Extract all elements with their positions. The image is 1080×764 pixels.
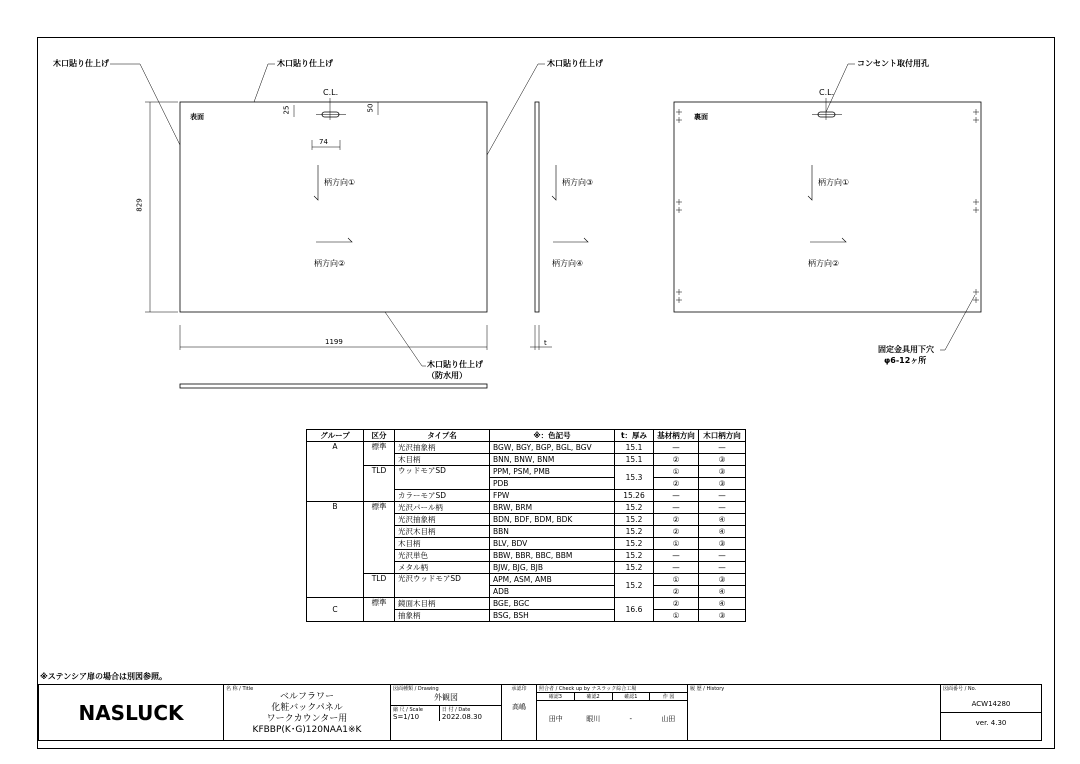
number-cell: [941, 685, 1042, 741]
kubun-a-std: 標準: [364, 442, 395, 466]
color-cell: BBN: [490, 526, 615, 538]
base-grain-cell: ②: [654, 478, 699, 490]
title-cell: [224, 685, 391, 741]
type-cell: 光沢抽象柄: [395, 514, 490, 526]
label-fix-hole-sub: φ6-12ヶ所: [884, 356, 927, 365]
label-grain1-back: 柄方向①: [818, 178, 850, 187]
color-cell: BDN, BDF, BDM, BDK: [490, 514, 615, 526]
type-cell: メタル柄: [395, 562, 490, 574]
date-cell: [440, 706, 501, 721]
edge-grain-cell: —: [699, 550, 746, 562]
thickness-cell: 15.2: [615, 514, 654, 526]
title-line4: KFBBP(K･G)120NAA1※K: [252, 725, 362, 735]
spec-table: [306, 429, 746, 622]
color-cell: BJW, BJG, BJB: [490, 562, 615, 574]
base-grain-cell: —: [654, 442, 699, 454]
label-koguchi-2: 木口貼り仕上げ: [277, 59, 333, 68]
label-grain2-back: 柄方向②: [808, 259, 840, 268]
color-cell: BGW, BGY, BGP, BGL, BGV: [490, 442, 615, 454]
thickness-cell: 15.2: [615, 574, 654, 598]
design-label: 承認印: [511, 686, 527, 692]
group-b: B: [307, 502, 364, 598]
thickness-cell: 15.2: [615, 562, 654, 574]
check-sub2: 確認2: [575, 693, 613, 700]
base-grain-cell: ②: [654, 526, 699, 538]
label-dim-1199: 1199: [325, 338, 343, 346]
title-line3: ワークカウンター用: [266, 714, 348, 724]
leader-koguchi-1: [110, 64, 180, 145]
check-name3: -: [629, 715, 633, 723]
design-name: 高嶋: [512, 703, 526, 711]
base-grain-cell: ②: [654, 586, 699, 598]
design-cell: [502, 685, 537, 741]
label-dim-74: 74: [319, 138, 328, 146]
table-row: [307, 442, 746, 454]
base-grain-cell: ②: [654, 514, 699, 526]
version: ver. 4.30: [975, 719, 1007, 727]
grain2-arrow-front: [316, 238, 352, 242]
kubun-b-std: 標準: [364, 502, 395, 574]
label-grain2-front: 柄方向②: [314, 259, 346, 268]
type-cell: 光沢単色: [395, 550, 490, 562]
edge-grain-cell: ③: [699, 466, 746, 478]
back-panel: [674, 102, 981, 312]
spec-header-row: [307, 430, 746, 442]
grain1-arrow-back: [808, 165, 812, 200]
color-cell: BSG, BSH: [490, 610, 615, 622]
kubun-c-std: 標準: [364, 598, 395, 622]
date-label: 日 付 / Date: [441, 707, 471, 713]
color-cell: ADB: [490, 586, 615, 598]
thickness-cell: 16.6: [615, 598, 654, 622]
drawing-number: ACW14280: [941, 700, 1041, 713]
drawing-label: 図面種類 / Drawing: [393, 686, 439, 692]
thickness-cell: 15.2: [615, 550, 654, 562]
label-cl-back: C.L.: [819, 88, 835, 97]
label-front: 表面: [190, 113, 204, 121]
color-cell: APM, ASM, AMB: [490, 574, 615, 586]
edge-grain-cell: ④: [699, 526, 746, 538]
header-thickness: t：厚み: [615, 430, 654, 442]
color-cell: FPW: [490, 490, 615, 502]
edge-grain-cell: ④: [699, 514, 746, 526]
edge-grain-cell: —: [699, 562, 746, 574]
type-cell: 木目柄: [395, 454, 490, 466]
color-cell: PDB: [490, 478, 615, 490]
label-dim-829: 829: [135, 198, 144, 212]
label-dim-t: t: [544, 339, 547, 347]
label-cl-front: C.L.: [323, 88, 339, 97]
kubun-b-tld: TLD: [364, 574, 395, 598]
thickness-cell: 15.1: [615, 454, 654, 466]
table-row: [307, 502, 746, 514]
edge-grain-cell: ③: [699, 538, 746, 550]
drawing-type: 外観図: [391, 692, 501, 706]
thickness-cell: 15.2: [615, 526, 654, 538]
header-color: ※：色記号: [490, 430, 615, 442]
label-grain4-side: 柄方向④: [552, 259, 584, 268]
base-grain-cell: ①: [654, 574, 699, 586]
header-kubun: 区分: [364, 430, 395, 442]
label-koguchi-3: 木口貼り仕上げ: [547, 59, 603, 68]
check-cell: [537, 685, 688, 741]
check-sub4: 作 図: [662, 694, 675, 700]
edge-grain-cell: ③: [699, 454, 746, 466]
edge-grain-cell: ④: [699, 586, 746, 598]
check-name2: 眼川: [586, 715, 601, 723]
color-cell: PPM, PSM, PMB: [490, 466, 615, 478]
grain3-arrow-side: [552, 165, 556, 200]
label-fix-hole: 固定金具用下穴: [878, 345, 934, 354]
table-row: [307, 598, 746, 610]
type-cell: ウッドモアSD: [395, 466, 490, 490]
history-cell: [688, 685, 941, 741]
table-row: [307, 574, 746, 586]
edge-grain-cell: ③: [699, 610, 746, 622]
check-name1: 田中: [548, 715, 563, 723]
color-cell: BRW, BRM: [490, 502, 615, 514]
type-cell: カラーモアSD: [395, 490, 490, 502]
header-type: タイプ名: [395, 430, 490, 442]
edge-grain-cell: —: [699, 442, 746, 454]
base-grain-cell: ②: [654, 454, 699, 466]
group-a: A: [307, 442, 364, 502]
base-grain-cell: —: [654, 562, 699, 574]
thickness-cell: 15.26: [615, 490, 654, 502]
color-cell: BNN, BNW, BNM: [490, 454, 615, 466]
label-koguchi-bottom: 木口貼り仕上げ: [427, 360, 483, 369]
label-back: 裏面: [694, 113, 708, 121]
edge-grain-cell: ④: [699, 598, 746, 610]
check-sub1: 確認3: [537, 693, 575, 700]
label-grain1-front: 柄方向①: [324, 178, 356, 187]
title-line1: ベルフラワー: [279, 692, 334, 702]
thickness-cell: 15.1: [615, 442, 654, 454]
bottom-edge-view: [180, 384, 487, 388]
table-row: [307, 466, 746, 478]
grain4-arrow-side: [553, 238, 588, 242]
edge-grain-cell: ③: [699, 574, 746, 586]
scale-label: 縮 尺 / Scale: [393, 707, 423, 713]
type-cell: 木目柄: [395, 538, 490, 550]
type-cell: 光沢パール柄: [395, 502, 490, 514]
edge-grain-cell: —: [699, 490, 746, 502]
edge-grain-cell: —: [699, 502, 746, 514]
title-label: 名 称 / Title: [226, 686, 254, 692]
edge-grain-cell: ③: [699, 478, 746, 490]
base-grain-cell: —: [654, 490, 699, 502]
type-cell: 光沢抽象柄: [395, 442, 490, 454]
header-edge-grain: 木口柄方向: [699, 430, 746, 442]
kubun-a-tld: TLD: [364, 466, 395, 502]
label-grain3-side: 柄方向③: [562, 178, 594, 187]
label-consent: コンセント取付用孔: [857, 59, 929, 68]
check-name4: 山田: [661, 715, 676, 723]
type-cell: 光沢ウッドモアSD: [395, 574, 490, 598]
leader-koguchi-bottom: [385, 312, 426, 366]
title-line2: 化粧バックパネル: [271, 703, 343, 713]
grain2-arrow-back: [810, 238, 846, 242]
label-dim-25: 25: [282, 105, 291, 115]
check-sub3: 確認1: [613, 693, 651, 700]
side-panel: [535, 102, 539, 312]
base-grain-cell: —: [654, 502, 699, 514]
check-label: 照合者 / Check up by ナスラック綜合工場: [537, 685, 687, 693]
scale-cell: [391, 706, 440, 721]
fix-holes: [676, 109, 979, 303]
color-cell: BLV, BDV: [490, 538, 615, 550]
base-grain-cell: ②: [654, 598, 699, 610]
title-block: [38, 684, 1042, 741]
header-base-grain: 基材柄方向: [654, 430, 699, 442]
header-group: グループ: [307, 430, 364, 442]
group-c: C: [307, 598, 364, 622]
grain1-arrow-front: [314, 165, 318, 200]
drawing-cell: [391, 685, 502, 741]
type-cell: 抽象柄: [395, 610, 490, 622]
number-label: 図面番号 / No.: [943, 686, 977, 692]
date-value: 2022.08.30: [441, 713, 482, 721]
base-grain-cell: ①: [654, 610, 699, 622]
base-grain-cell: ①: [654, 466, 699, 478]
thickness-cell: 15.2: [615, 502, 654, 514]
label-koguchi-1: 木口貼り仕上げ: [53, 59, 109, 68]
color-cell: BBW, BBR, BBC, BBM: [490, 550, 615, 562]
type-cell: 光沢木目柄: [395, 526, 490, 538]
type-cell: 鏡面木目柄: [395, 598, 490, 610]
base-grain-cell: ①: [654, 538, 699, 550]
thickness-cell: 15.2: [615, 538, 654, 550]
scale-value: S=1/10: [393, 713, 420, 721]
leader-koguchi-3: [487, 64, 545, 155]
history-label: 履 歴 / History: [690, 686, 725, 692]
front-panel: [180, 102, 487, 312]
base-grain-cell: —: [654, 550, 699, 562]
note-text: ※ステンシア扉の場合は別図参照。: [40, 672, 168, 681]
leader-fix-hole: [940, 295, 975, 350]
label-dim-50: 50: [366, 103, 375, 113]
color-cell: BGE, BGC: [490, 598, 615, 610]
label-koguchi-bottom-sub: （防水用）: [427, 371, 467, 380]
thickness-cell: 15.3: [615, 466, 654, 490]
leader-koguchi-2: [254, 64, 275, 102]
logo: NASLUCK: [39, 685, 224, 741]
